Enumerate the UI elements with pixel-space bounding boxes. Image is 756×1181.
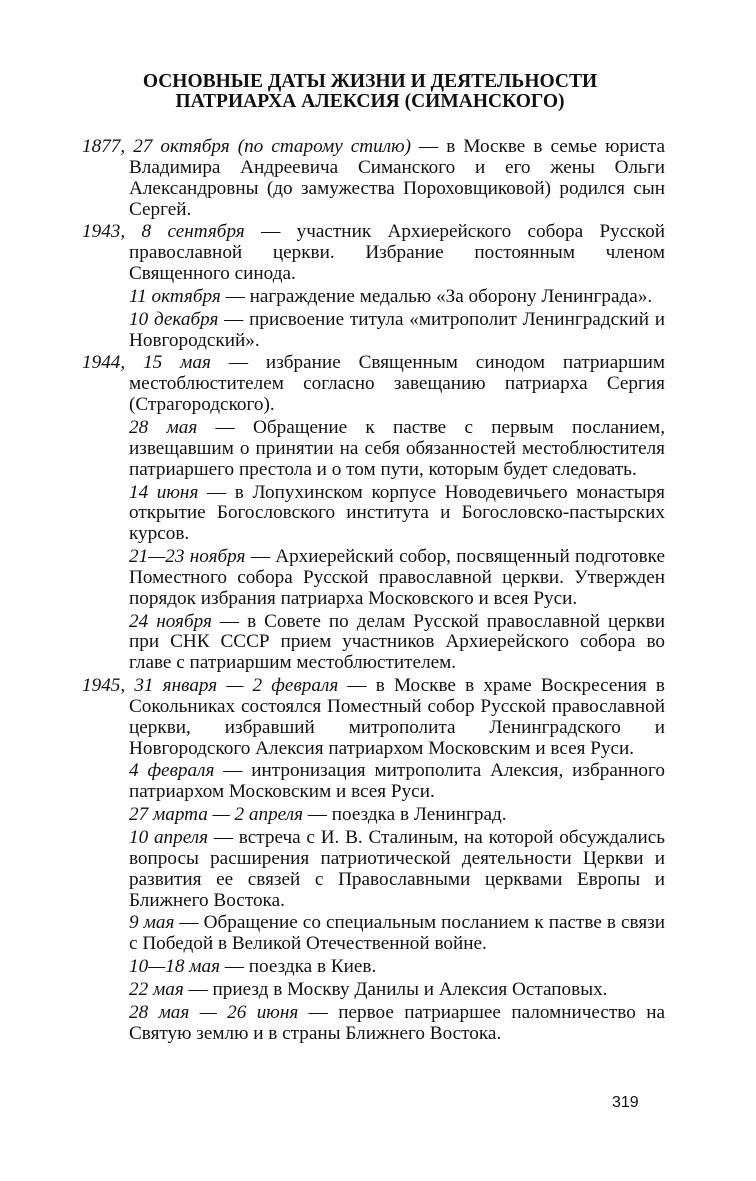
subentry-text: — Обращение со специальным посланием к пастве в связи с Победой в Великой Отечественной войне. bbox=[129, 912, 665, 955]
subentry-text: — первое патриаршее паломничество на Святую землю и в страны Ближнего Востока. bbox=[129, 1001, 665, 1044]
chronology-subentry bbox=[82, 418, 665, 481]
entry-date: 1943, 8 сентября bbox=[82, 221, 245, 243]
chronology-entry bbox=[82, 353, 665, 416]
entry-text: — участник Архиерейского собора Русской православной церкви. Избрание постоянным членом Священного синода. bbox=[129, 221, 665, 285]
title-line-2: ПАТРИАРХА АЛЕКСИЯ (СИМАНСКОГО) bbox=[175, 91, 565, 112]
subentry-date: 27 марта — 2 апреля bbox=[129, 804, 303, 826]
chronology-subentry bbox=[82, 828, 665, 911]
subentry-date: 4 февраля bbox=[129, 760, 215, 782]
subentry-date: 10 декабря bbox=[129, 308, 219, 330]
page-title bbox=[80, 72, 660, 112]
chronology-subentry bbox=[82, 483, 665, 546]
subentry-date: 9 мая bbox=[129, 912, 175, 934]
subentry-text: — присвоение титула «митрополит Ленинградский и Новгородский». bbox=[129, 308, 665, 351]
chronology-subentry bbox=[82, 957, 665, 978]
subentry-date: 22 мая bbox=[129, 978, 184, 1000]
chronology-subentry bbox=[82, 1003, 665, 1045]
subentry-date: 21—23 ноября bbox=[129, 546, 246, 568]
subentry-text: — награждение медалью «За оборону Ленинграда». bbox=[220, 285, 653, 307]
subentry-date: 10—18 мая bbox=[129, 956, 220, 978]
chronology-subentry bbox=[82, 761, 665, 803]
subentry-date: 11 октября bbox=[129, 285, 221, 307]
title-line-1: ОСНОВНЫЕ ДАТЫ ЖИЗНИ И ДЕЯТЕЛЬНОСТИ bbox=[142, 71, 598, 92]
chronology-subentry bbox=[82, 980, 665, 1001]
entry-text: — в Москве в семье юриста Владимира Андреевича Симанского и его жены Ольги Александровны (до замужества Пороховщиковой) родился сын Сергей. bbox=[129, 136, 665, 220]
subentry-text: — интронизация митрополита Алексия, избранного патриархом Московским и всея Руси. bbox=[129, 760, 665, 803]
entry-text: — избрание Священным синодом патриаршим местоблюстителем согласно завещанию патриарха Сергия (Страгородского). bbox=[129, 352, 666, 416]
chronology-subentry bbox=[82, 547, 665, 610]
subentry-text: — поездка в Киев. bbox=[220, 956, 377, 978]
chronology-subentry bbox=[82, 310, 665, 352]
chronology-entry bbox=[82, 676, 665, 759]
subentry-text: — приезд в Москву Данилы и Алексия Остаповых. bbox=[183, 978, 608, 1000]
entry-text: — в Москве в храме Воскресения в Сокольниках состоялся Поместный собор Русской православной церкви, избравший митрополита Ленинградского и Новгородского Алексия патриархом Московским и всея Руси. bbox=[129, 675, 665, 759]
subentry-text: — поездка в Ленинград. bbox=[303, 804, 507, 826]
chronology-subentry bbox=[82, 805, 665, 826]
entry-date: 1877, 27 октября (по старому стилю) bbox=[82, 136, 412, 157]
subentry-text: — встреча с И. В. Сталиным, на которой обсуждались вопросы расширения патриотической деятельности Церкви и развития ее связей с Православными церквами Европы и Ближнего Востока. bbox=[129, 827, 665, 911]
subentry-text: — в Совете по делам Русской православной церкви при СНК СССР прием участников Архиерейского собора во главе с патриаршим местоблюстителем. bbox=[129, 610, 665, 674]
subentry-date: 28 мая — 26 июня bbox=[129, 1001, 299, 1023]
entry-date: 1944, 15 мая bbox=[82, 352, 211, 374]
chronology-entry bbox=[82, 222, 665, 285]
subentry-date: 28 мая bbox=[129, 416, 198, 438]
subentry-date: 24 ноября bbox=[129, 610, 212, 632]
entry-date: 1945, 31 января — 2 февраля bbox=[82, 675, 339, 697]
chronology-subentry bbox=[82, 287, 665, 308]
chronology-subentry bbox=[82, 913, 665, 955]
chronology bbox=[82, 137, 665, 1046]
subentry-text: — в Лопухинском корпусе Новодевичьего монастыря открытие Богословского института и Богословско-пастырских курсов. bbox=[129, 481, 665, 545]
page-number: 319 bbox=[612, 1094, 639, 1111]
chronology-subentry bbox=[82, 612, 665, 675]
subentry-text: — Архиерейский собор, посвященный подготовке Поместного собора Русской православной церкви. Утвержден порядок избрания патриарха Московского и всея Руси. bbox=[129, 546, 666, 609]
subentry-date: 14 июня bbox=[129, 481, 199, 503]
subentry-text: — Обращение к пастве с первым посланием, извещавшим о принятии на себя обязанностей местоблюстителя патриаршего престола и о том пути, которым будет следовать. bbox=[129, 416, 665, 480]
chronology-entry bbox=[82, 137, 665, 220]
subentry-date: 10 апреля bbox=[129, 827, 209, 848]
